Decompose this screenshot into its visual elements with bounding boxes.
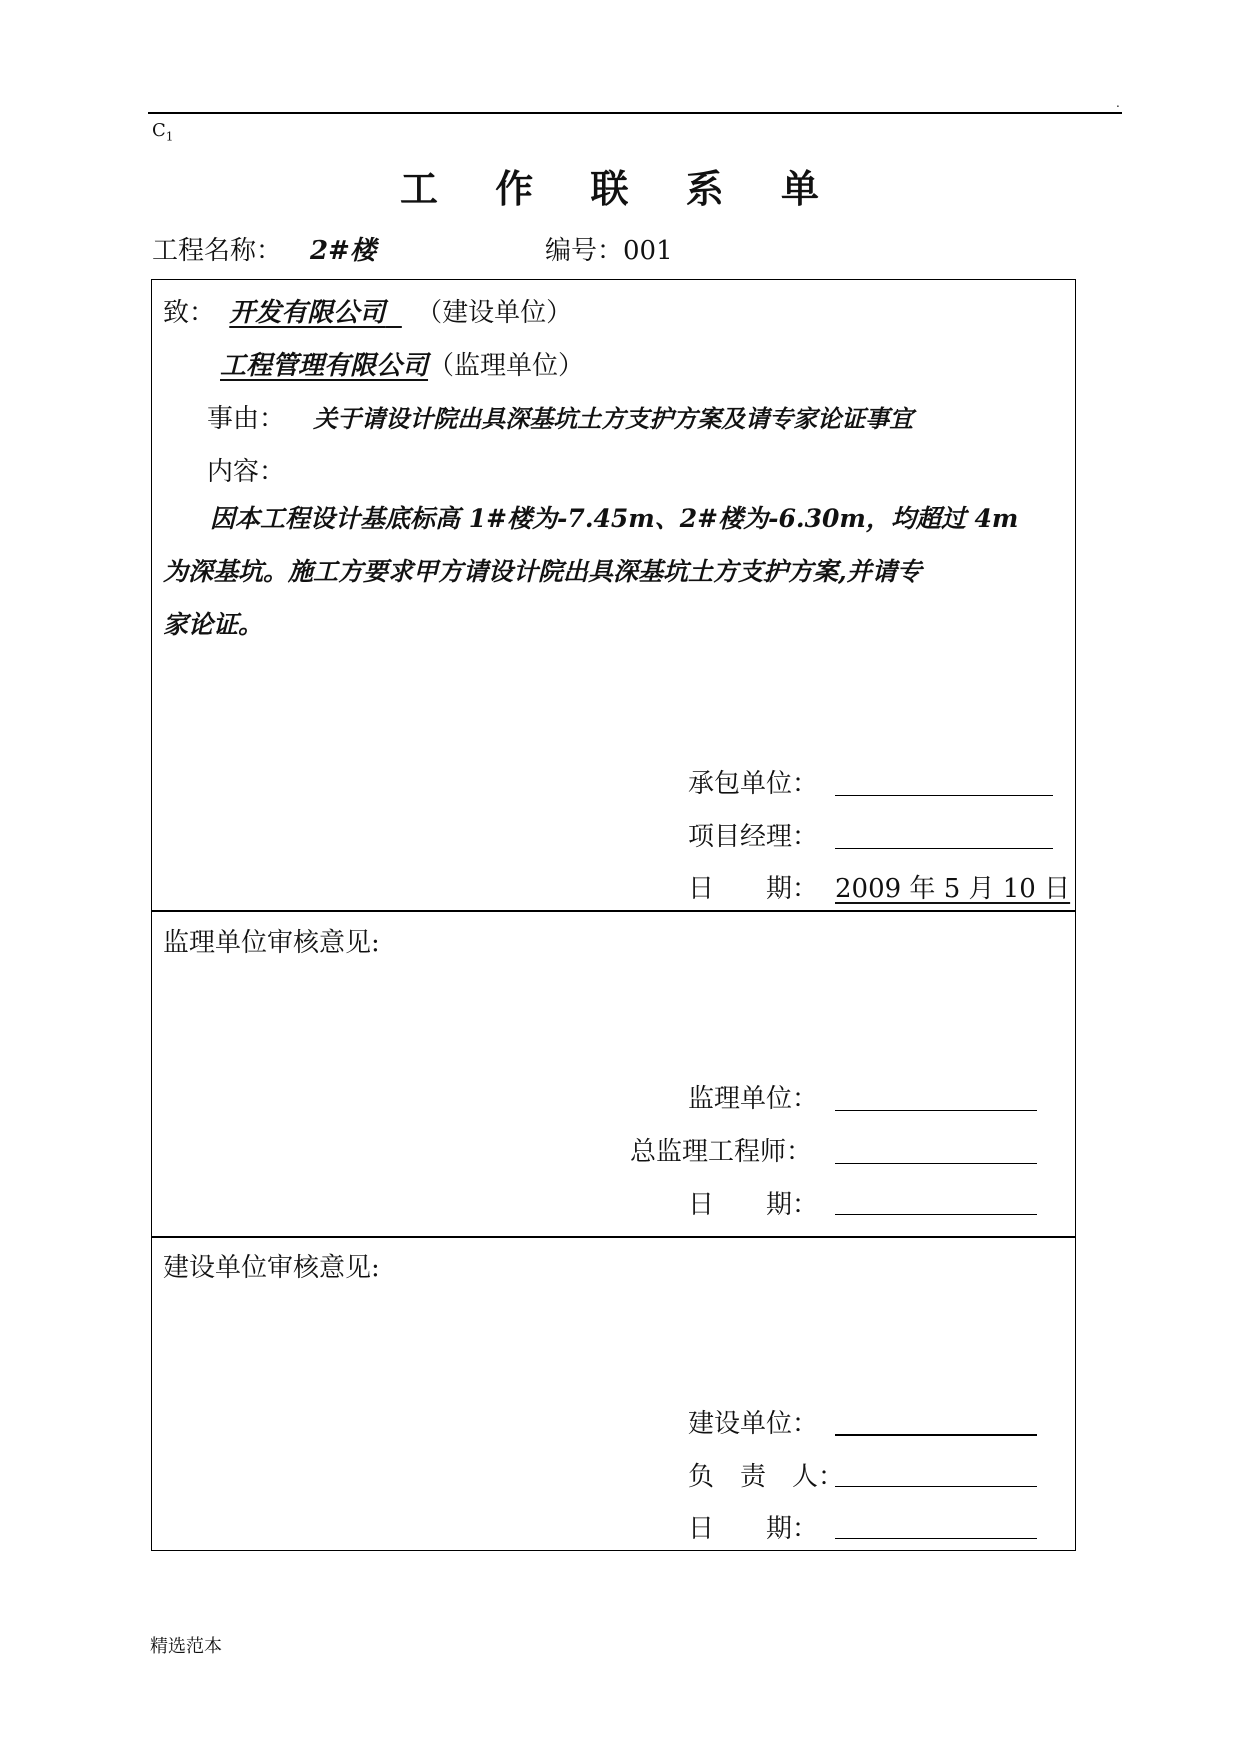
document-number <box>545 230 673 267</box>
owner-unit-label: 建设单位： <box>688 1409 819 1439</box>
responsible-person-line <box>835 1486 1037 1487</box>
manager-label: 项目经理： <box>688 822 819 852</box>
recipient-line <box>163 292 572 329</box>
date-label-2: 日 期： <box>688 1190 819 1220</box>
owner-unit-line <box>835 1434 1037 1436</box>
date-label-3: 日 期： <box>688 1514 819 1544</box>
date-value-1: 2009 年 5 月 10 日 <box>835 874 1071 904</box>
date-line-2 <box>835 1214 1037 1215</box>
section-divider-2 <box>151 1236 1076 1238</box>
date-line-3 <box>835 1538 1037 1539</box>
to-company: 开发有限公司 <box>229 298 386 328</box>
owner-opinion-heading: 建设单位审核意见: <box>163 1253 380 1283</box>
supervisor-unit-line <box>835 1110 1037 1111</box>
header-rule <box>148 112 1122 114</box>
project-name <box>152 230 376 267</box>
chief-engineer-line <box>835 1163 1037 1164</box>
date-label-1: 日 期： <box>688 874 819 904</box>
cc-company: 工程管理有限公司 <box>220 351 429 381</box>
cc-role: （监理单位） <box>428 351 585 381</box>
page-title: 工 作 联 系 单 <box>400 167 841 211</box>
subject-line <box>207 398 913 435</box>
manager-signature-line <box>835 848 1053 849</box>
form-code: $C_1$ <box>152 120 174 144</box>
content-line-1: 因本工程设计基底标高 1#楼为-7.45m、2#楼为-6.30m，均超过 4m <box>210 504 1019 533</box>
number-value: 001 <box>623 236 673 266</box>
content-label: 内容： <box>207 457 286 487</box>
form-table <box>151 279 1076 1551</box>
project-label: 工程名称： <box>152 236 283 266</box>
subject-value: 关于请设计院出具深基坑土方支护方案及请专家论证事宜 <box>313 404 914 433</box>
header-dot: . <box>1116 96 1120 110</box>
supervisor-opinion-heading: 监理单位审核意见: <box>163 928 380 958</box>
cc-line <box>220 345 584 382</box>
section-divider-1 <box>151 910 1076 912</box>
contractor-signature-line <box>835 795 1053 796</box>
subject-label: 事由： <box>207 404 286 434</box>
content-line-2: 为深基坑。施工方要求甲方请设计院出具深基坑土方支护方案,并请专 <box>163 557 922 586</box>
to-label: 致： <box>163 298 216 328</box>
footer-text: 精选范本 <box>150 1636 222 1657</box>
responsible-person-label: 负 责 人： <box>688 1462 845 1492</box>
supervisor-unit-label: 监理单位： <box>688 1084 819 1114</box>
to-role: （建设单位） <box>416 298 573 328</box>
contractor-label: 承包单位： <box>688 769 819 799</box>
project-value: 2#楼 <box>310 236 376 266</box>
content-line-3: 家论证。 <box>163 610 264 639</box>
number-label: 编号： <box>545 236 624 266</box>
chief-engineer-label: 总监理工程师： <box>630 1137 813 1167</box>
